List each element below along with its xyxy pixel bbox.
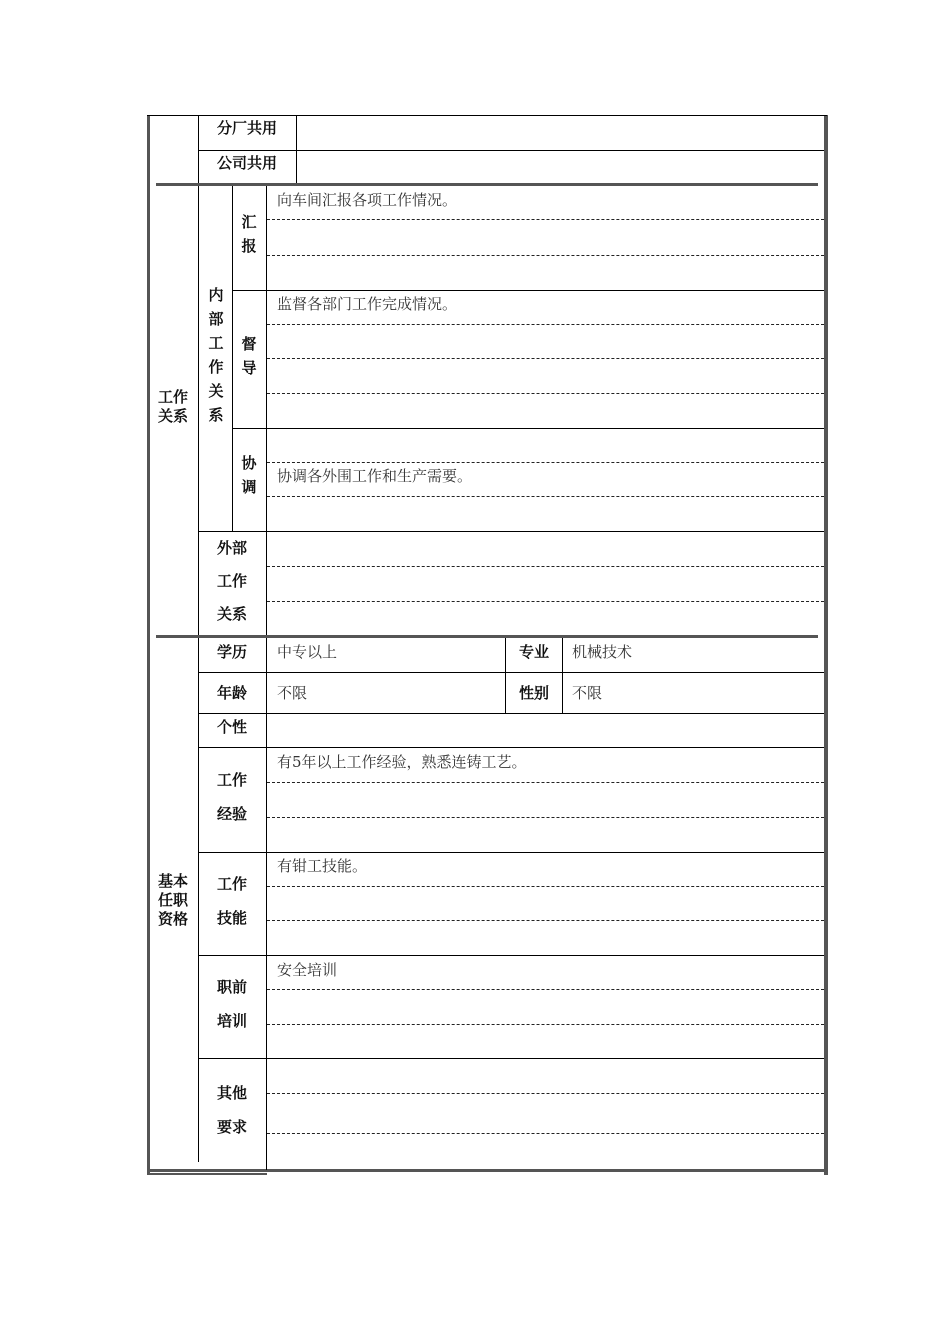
divider (198, 186, 199, 636)
report-label: 汇报 (241, 213, 257, 255)
row-divider (198, 852, 824, 853)
frame-bottom-border-2 (150, 1173, 267, 1175)
other-label-line2: 要求 (216, 1118, 247, 1136)
frame-bottom-border (147, 1169, 827, 1172)
skills-label-line1: 工作 (216, 875, 247, 893)
frame-left-border (147, 115, 150, 1175)
experience-text: 有5年以上工作经验，熟悉连铸工艺。 (277, 753, 527, 771)
dashed-line (267, 324, 824, 325)
dashed-line (267, 566, 824, 567)
divider (266, 186, 267, 636)
dashed-line (267, 920, 824, 921)
gender-value: 不限 (572, 684, 603, 702)
divider (232, 186, 233, 531)
divider (562, 638, 563, 713)
other-label-line1: 其他 (216, 1084, 247, 1102)
row-divider (198, 531, 824, 532)
personality-label: 个性 (216, 718, 247, 736)
company-shared-label: 公司共用 (216, 154, 277, 172)
row-divider (198, 747, 824, 748)
skills-label-line2: 技能 (216, 909, 247, 927)
divider (505, 638, 506, 713)
skills-text: 有钳工技能。 (277, 857, 368, 875)
supervise-text: 监督各部门工作完成情况。 (277, 295, 458, 313)
dashed-line (267, 817, 824, 818)
external-label-line1: 外部 (216, 539, 247, 557)
experience-label-line1: 工作 (216, 771, 247, 789)
major-label: 专业 (518, 643, 549, 661)
dashed-line (267, 601, 824, 602)
frame-top-border (147, 115, 827, 116)
dashed-line (267, 1024, 824, 1025)
training-text: 安全培训 (277, 961, 338, 979)
dashed-line (267, 1133, 824, 1134)
dashed-line (267, 393, 824, 394)
education-value: 中专以上 (277, 643, 338, 661)
dashed-line (267, 886, 824, 887)
qualifications-label: 基本任职资格 (157, 872, 188, 928)
dashed-line (267, 496, 824, 497)
branch-shared-label: 分厂共用 (216, 119, 277, 137)
dashed-line (267, 358, 824, 359)
major-value: 机械技术 (572, 643, 633, 661)
dashed-line (267, 989, 824, 990)
row-divider (198, 713, 824, 714)
coordinate-label: 协调 (241, 454, 257, 496)
section-divider (156, 183, 818, 186)
work-relations-label: 工作关系 (157, 388, 188, 425)
row-divider (198, 955, 824, 956)
age-label: 年龄 (216, 684, 247, 702)
coordinate-text: 协调各外围工作和生产需要。 (277, 467, 473, 485)
dashed-line (267, 219, 824, 220)
row-divider (198, 672, 824, 673)
row-divider (198, 150, 824, 151)
dashed-line (267, 782, 824, 783)
gender-label: 性别 (518, 684, 549, 702)
dashed-line (267, 462, 824, 463)
training-label-line1: 职前 (216, 978, 247, 996)
age-value: 不限 (277, 684, 308, 702)
training-label-line2: 培训 (216, 1012, 247, 1030)
divider (266, 638, 267, 1170)
row-divider (232, 428, 824, 429)
experience-label-line2: 经验 (216, 805, 247, 823)
supervise-label: 督导 (241, 335, 257, 377)
dashed-line (267, 255, 824, 256)
frame-right-border (824, 115, 828, 1175)
external-label-line2: 工作 (216, 572, 247, 590)
external-label-line3: 关系 (216, 605, 247, 623)
divider (198, 638, 199, 1162)
row-divider (198, 1058, 824, 1059)
row-divider (232, 290, 824, 291)
dashed-line (267, 1093, 824, 1094)
section-divider (156, 635, 818, 638)
education-label: 学历 (216, 643, 247, 661)
internal-relations-label: 内部工作关系 (208, 286, 224, 424)
report-text: 向车间汇报各项工作情况。 (277, 191, 458, 209)
